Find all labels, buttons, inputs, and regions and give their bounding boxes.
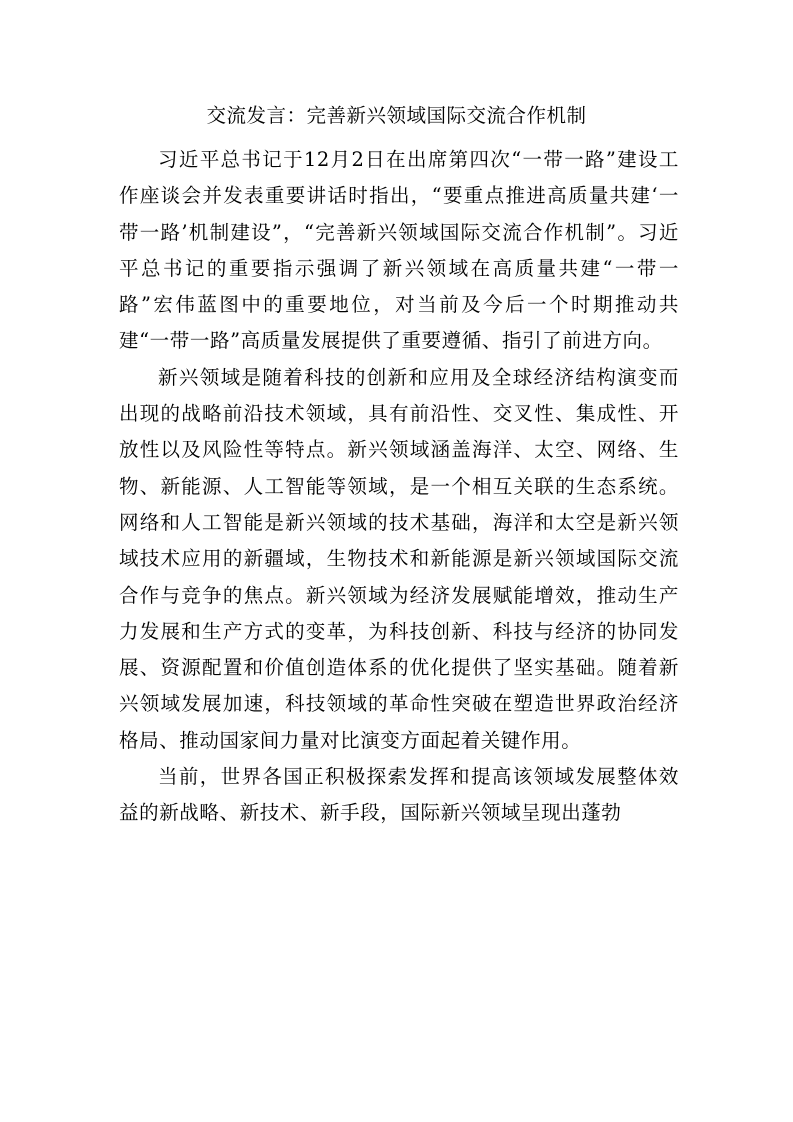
- paragraph-2: 新兴领域是随着科技的创新和应用及全球经济结构演变而出现的战略前沿技术领域，具有前沿性、交叉性、集成性、开放性以及风险性等特点。新兴领域涵盖海洋、太空、网络、生物、新能源、人工智能等领域，是一个相互关联的生态系统。网络和人工智能是新兴领域的技术基础，海洋和太空是新兴领域技术应用的新疆域，生物技术和新能源是新兴领域国际交流合作与竞争的焦点。新兴领域为经济发展赋能增效，推动生产力发展和生产方式的变革，为科技创新、科技与经济的协同发展、资源配置和价值创造体系的优化提供了坚实基础。随着新兴领域发展加速，科技领域的革命性突破在塑造世界政治经济格局、推动国家间力量对比演变方面起着关键作用。: [119, 365, 679, 752]
- document-title: 交流发言：完善新兴领域国际交流合作机制: [206, 104, 587, 127]
- paragraph-3: 当前，世界各国正积极探索发挥和提高该领域发展整体效益的新战略、新技术、新手段，国际新兴领域呈现出蓬勃: [119, 765, 679, 825]
- paragraph-1: 习近平总书记于12月2日在出席第四次“一带一路”建设工作座谈会并发表重要讲话时指出，“要重点推进高质量共建‘一带一路’机制建设”，“完善新兴领域国际交流合作机制”。习近平总书记的重要指示强调了新兴领域在高质量共建“一带一路”宏伟蓝图中的重要地位，对当前及今后一个时期推动共建“一带一路”高质量发展提供了重要遵循、指引了前进方向。: [119, 148, 679, 353]
- document-body: [119, 142, 679, 832]
